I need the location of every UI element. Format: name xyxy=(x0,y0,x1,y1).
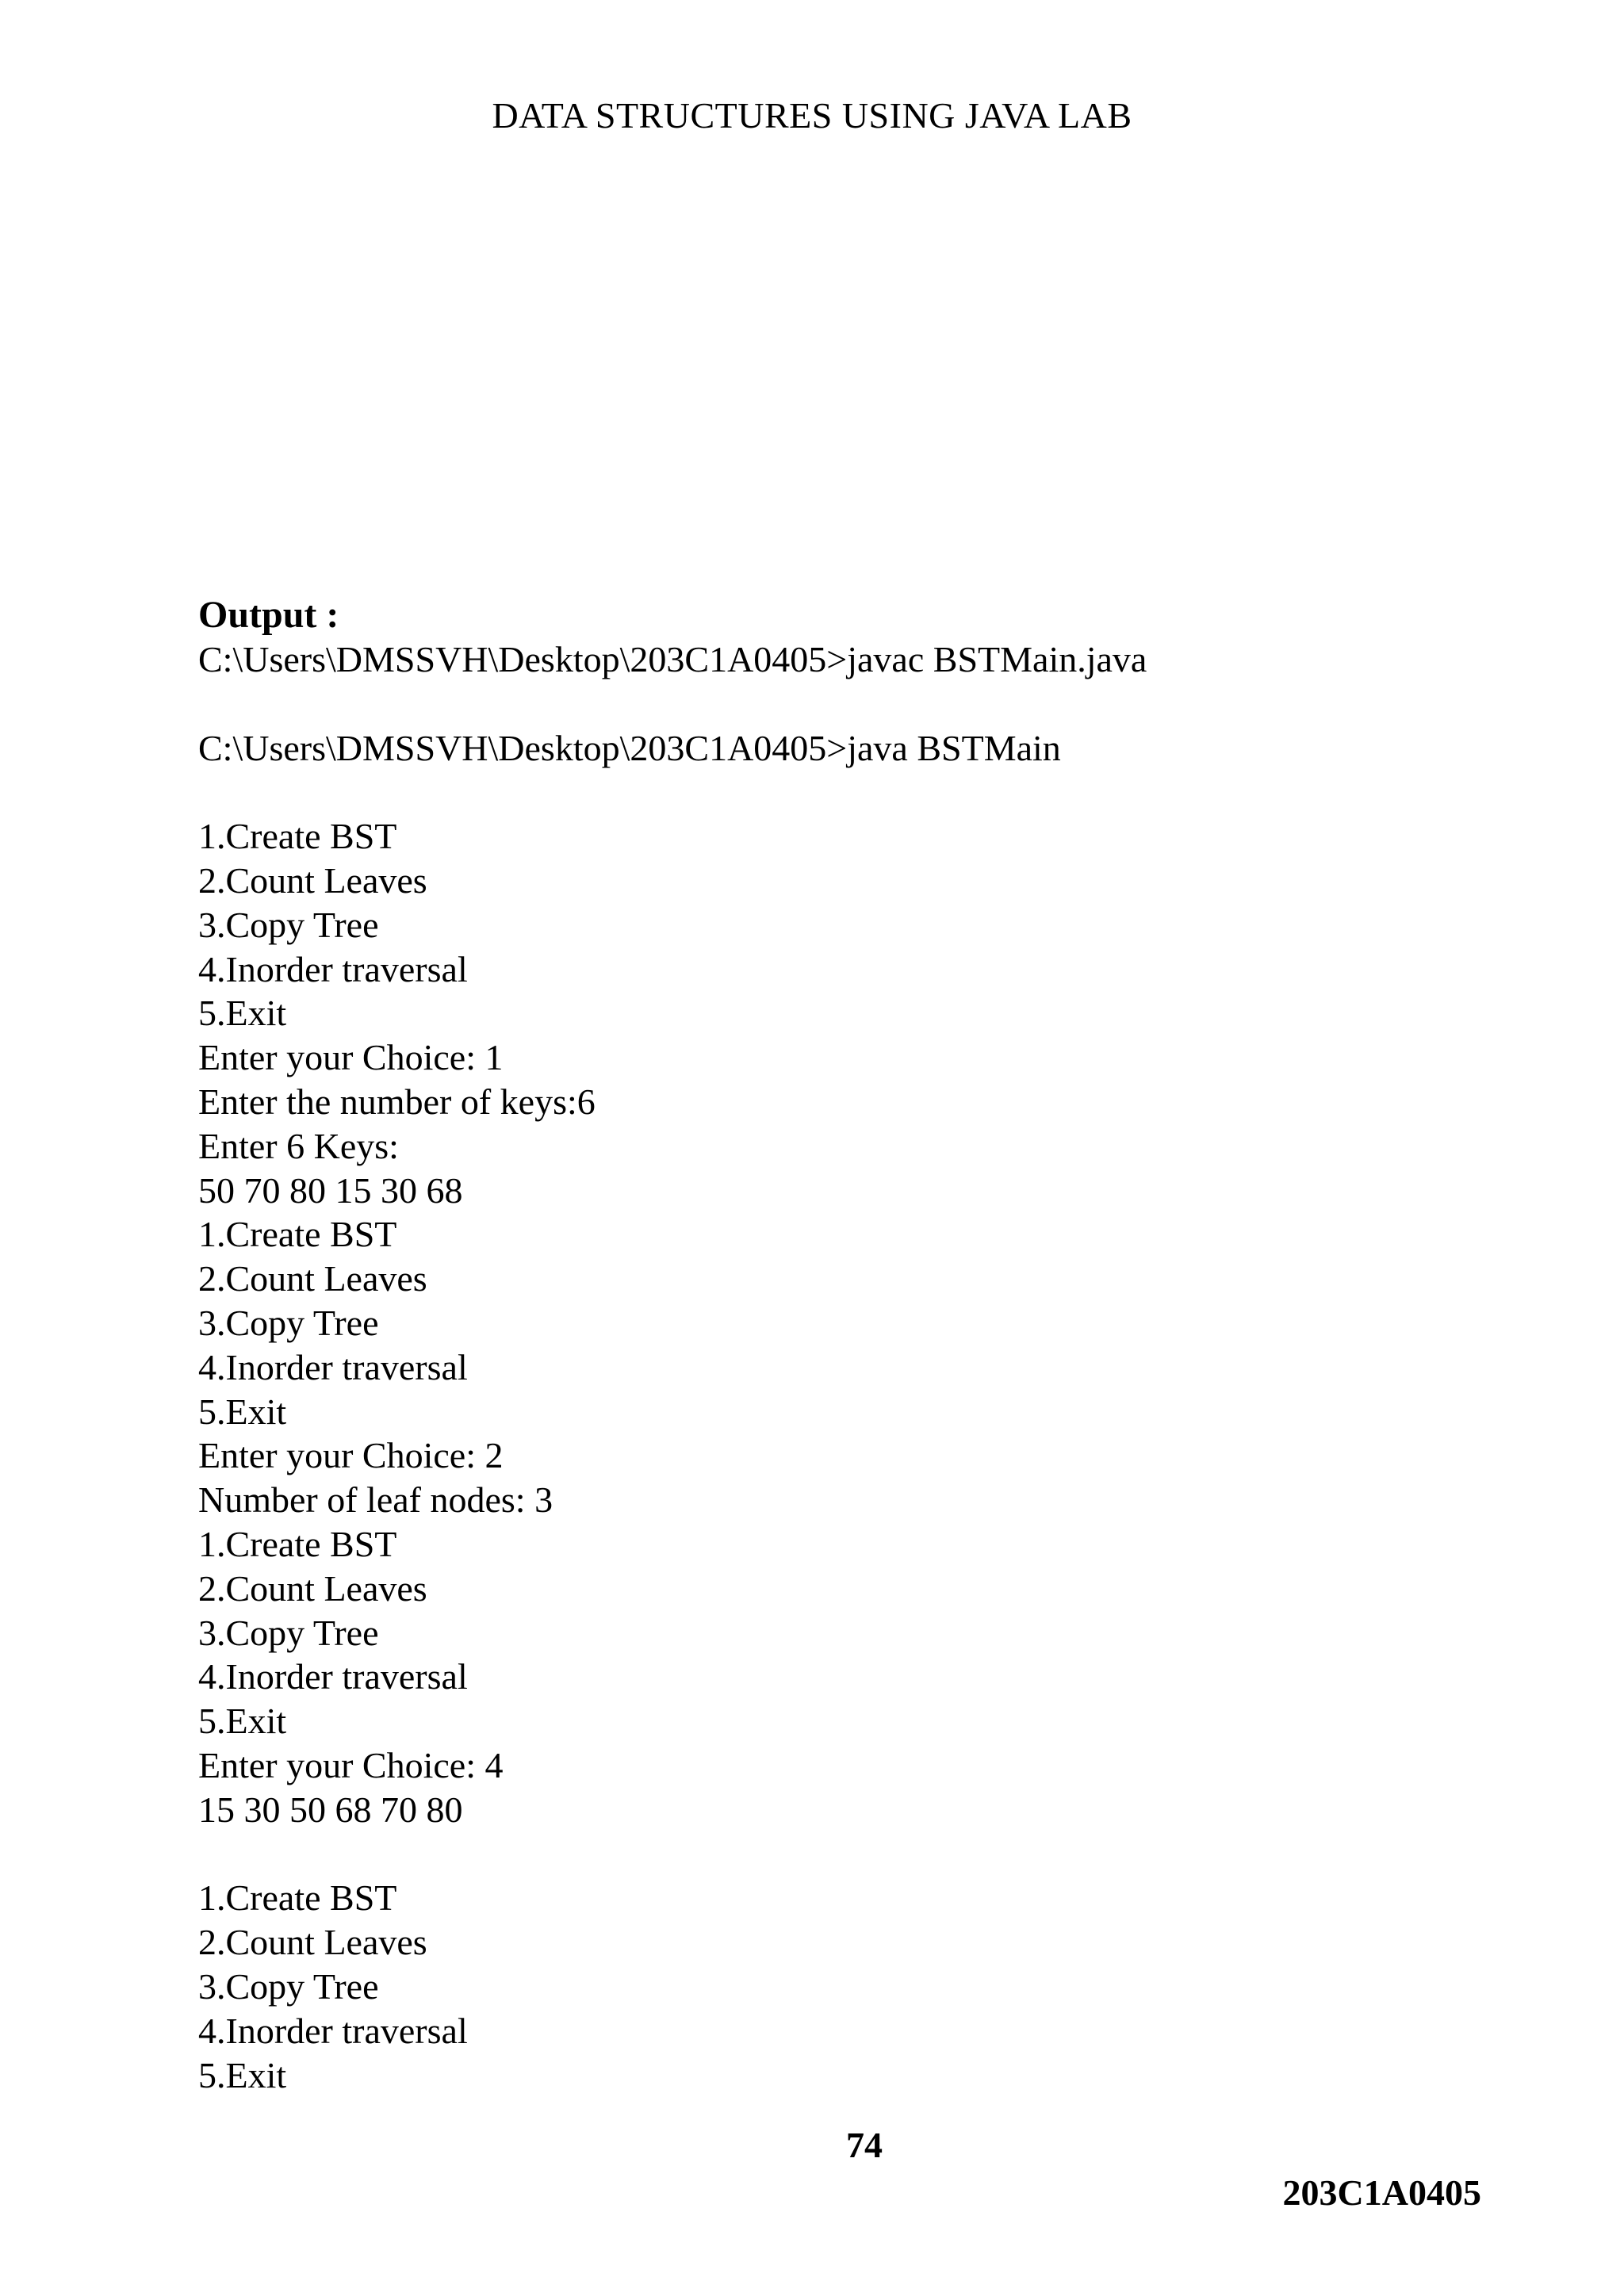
console-output xyxy=(198,637,1546,2097)
output-heading: Output : xyxy=(198,594,339,636)
roll-number: 203C1A0405 xyxy=(1282,2172,1481,2213)
blank-line xyxy=(198,682,1546,726)
console-line: 3.Copy Tree xyxy=(198,904,379,945)
console-line: 15 30 50 68 70 80 xyxy=(198,1789,463,1830)
console-line: 2.Count Leaves xyxy=(198,1258,427,1299)
console-line: 5.Exit xyxy=(198,1701,287,1742)
console-line: 2.Count Leaves xyxy=(198,1922,427,1963)
console-line: C:\Users\DMSSVH\Desktop\203C1A0405>javac BSTMain.java xyxy=(198,639,1147,679)
blank-line xyxy=(198,1832,1546,1877)
console-line: Enter 6 Keys: xyxy=(198,1125,399,1166)
page-header-title: DATA STRUCTURES USING JAVA LAB xyxy=(492,95,1132,136)
console-line: 5.Exit xyxy=(198,1391,287,1432)
console-line: 1.Create BST xyxy=(198,816,397,857)
console-line: 50 70 80 15 30 68 xyxy=(198,1169,463,1211)
console-line: 3.Copy Tree xyxy=(198,1965,379,2007)
console-line: Enter your Choice: 4 xyxy=(198,1744,504,1785)
output-section xyxy=(198,593,1546,2097)
console-line: C:\Users\DMSSVH\Desktop\203C1A0405>java BSTMain xyxy=(198,727,1061,768)
page-number: 74 xyxy=(846,2125,883,2165)
console-line: 1.Create BST xyxy=(198,1214,397,1255)
console-line: 4.Inorder traversal xyxy=(198,948,468,989)
console-line: Enter your Choice: 2 xyxy=(198,1435,504,1476)
console-line: 4.Inorder traversal xyxy=(198,2010,468,2051)
console-line: 2.Count Leaves xyxy=(198,859,427,901)
console-line: Number of leaf nodes: 3 xyxy=(198,1479,553,1521)
console-line: 5.Exit xyxy=(198,2054,287,2095)
blank-line xyxy=(198,770,1546,814)
console-line: 3.Copy Tree xyxy=(198,1612,379,1653)
console-line: 5.Exit xyxy=(198,993,287,1034)
console-line: 1.Create BST xyxy=(198,1523,397,1564)
console-line: 2.Count Leaves xyxy=(198,1567,427,1609)
console-line: Enter your Choice: 1 xyxy=(198,1037,504,1078)
console-line: 3.Copy Tree xyxy=(198,1302,379,1343)
console-line: 4.Inorder traversal xyxy=(198,1346,468,1387)
console-line: 1.Create BST xyxy=(198,1877,397,1919)
console-line: 4.Inorder traversal xyxy=(198,1656,468,1697)
console-line: Enter the number of keys:6 xyxy=(198,1081,596,1122)
